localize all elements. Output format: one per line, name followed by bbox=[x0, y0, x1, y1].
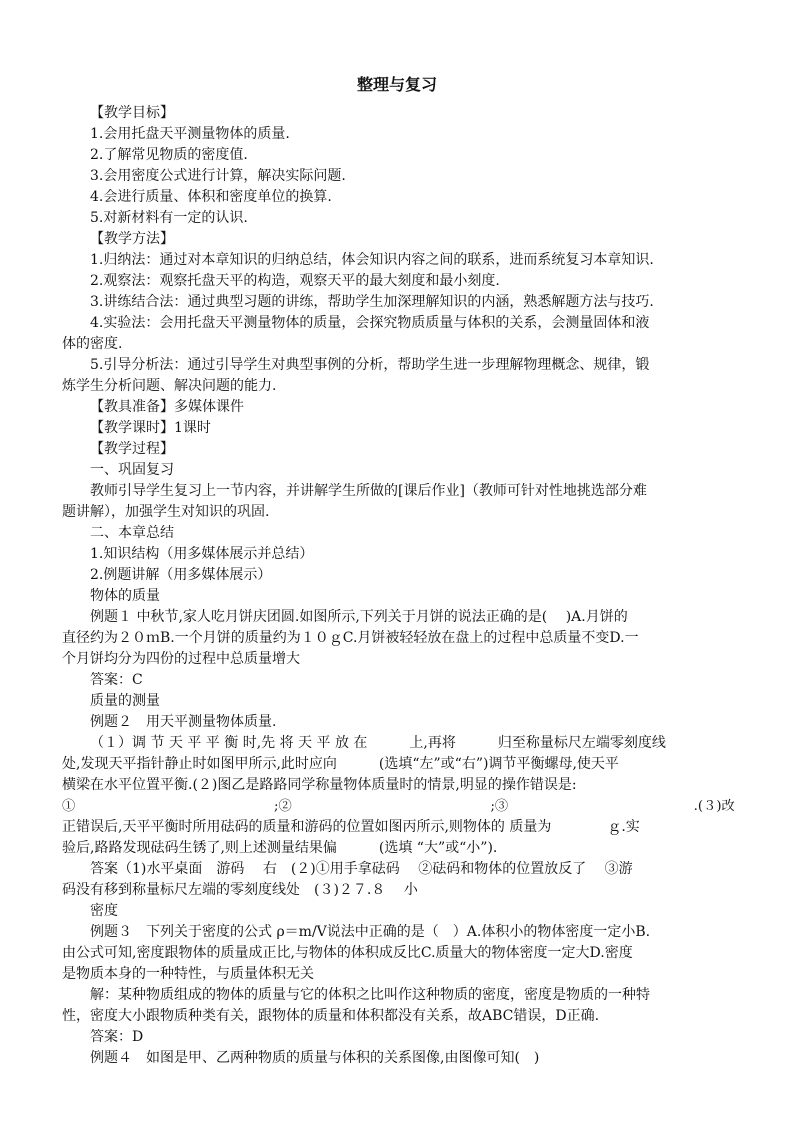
example-3-cont: 是物质本身的一种特性，与质量体积无关 bbox=[62, 966, 314, 982]
topic-heading: 物体的质量 bbox=[90, 588, 160, 604]
example-1-cont: 直径约为２０ｍB.一个月饼的质量约为１０ｇC.月饼被轻轻放在盘上的过程中总质量不变D.一 bbox=[62, 630, 639, 646]
example-4: 例题４ 如图是甲、乙两种物质的质量与体积的关系图像,由图像可知( ) bbox=[90, 1050, 540, 1066]
paragraph: 教师引导学生复习上一节内容，并讲解学生所做的[课后作业]（教师可针对性地挑选部分难 bbox=[90, 483, 647, 499]
section-review: 一、巩固复习 bbox=[90, 462, 174, 478]
example-2-body: 处,发现天平指针静止时如图甲所示,此时应向 (选填“左”或“右”)调节平衡螺母,使天平 bbox=[62, 756, 619, 772]
objective-item: 4.会进行质量、体积和密度单位的换算. bbox=[90, 189, 332, 205]
method-item-cont: 体的密度. bbox=[62, 336, 123, 352]
answer-2-cont: 码没有移到称量标尺左端的零刻度线处 (３)２７.８ 小 bbox=[62, 882, 418, 898]
solution-3-cont: 性，密度大小跟物质种类有关，跟物体的质量和体积都没有关系，故ABC错误，D正确. bbox=[62, 1008, 600, 1024]
objective-item: 2.了解常见物质的密度值. bbox=[90, 147, 248, 163]
example-2-body: 横梁在水平位置平衡.(２)图乙是路路同学称量物体质量时的情景,明显的操作错误是: bbox=[62, 777, 577, 793]
example-1: 例题１ 中秋节,家人吃月饼庆团圆.如图所示,下列关于月饼的说法正确的是( )A.月饼的 bbox=[90, 609, 628, 625]
solution-3: 解：某种物质组成的物体的质量与它的体积之比叫作这种物质的密度，密度是物质的一种特 bbox=[90, 987, 650, 1003]
objective-item: 3.会用密度公式进行计算，解决实际问题. bbox=[90, 168, 346, 184]
topic-heading: 质量的测量 bbox=[90, 693, 160, 709]
example-3-cont: 由公式可知,密度跟物体的质量成正比,与物体的体积成反比C.质量大的物体密度一定大D.密度 bbox=[62, 945, 633, 961]
example-2-body: ① ;② ;③ .(３)改 bbox=[62, 799, 735, 814]
heading-equipment: 【教具准备】多媒体课件 bbox=[90, 399, 244, 415]
answer-3: 答案：D bbox=[90, 1029, 144, 1045]
example-3: 例题３ 下列关于密度的公式 ρ＝m/V说法中正确的是（ ）A.体积小的物体密度一定小B. bbox=[90, 924, 651, 940]
answer-2: 答案（1)水平桌面 游码 右 (２)①用手拿砝码 ②砝码和物体的位置放反了 ③游 bbox=[90, 861, 633, 877]
heading-objectives: 【教学目标】 bbox=[90, 105, 174, 121]
topic-heading: 密度 bbox=[90, 903, 118, 919]
example-2-body: 验后,路路发现砝码生锈了,则上述测量结果偏 (选填 “大”或“小”). bbox=[62, 840, 498, 856]
example-1-cont: 个月饼均分为四份的过程中总质量增大 bbox=[62, 651, 300, 667]
paragraph-cont: 题讲解），加强学生对知识的巩固. bbox=[62, 504, 270, 520]
example-2-body: （１）调 节 天 平 平 衡 时,先 将 天 平 放 在 上,再将 归至称量标尺左端零刻度线 bbox=[90, 735, 666, 751]
objective-item: 5.对新材料有一定的认识. bbox=[90, 210, 248, 226]
section-summary: 二、本章总结 bbox=[90, 525, 174, 541]
paragraph: 1.知识结构（用多媒体展示并总结） bbox=[90, 546, 314, 562]
example-2: 例题２ 用天平测量物体质量. bbox=[90, 714, 277, 730]
objective-item: 1.会用托盘天平测量物体的质量. bbox=[90, 126, 290, 142]
heading-process: 【教学过程】 bbox=[90, 441, 174, 457]
method-item: 2.观察法：观察托盘天平的构造，观察天平的最大刻度和最小刻度. bbox=[90, 273, 500, 289]
method-item: 4.实验法：会用托盘天平测量物体的质量，会探究物质质量与体积的关系，会测量固体和液 bbox=[90, 315, 650, 331]
method-item: 5.引导分析法：通过引导学生对典型事例的分析，帮助学生进一步理解物理概念、规律，锻 bbox=[90, 357, 650, 373]
heading-methods: 【教学方法】 bbox=[90, 231, 174, 247]
example-2-body: 正错误后,天平平衡时所用砝码的质量和游码的位置如图丙所示,则物体的 质量为 ｇ.实 bbox=[62, 819, 640, 835]
method-item-cont: 炼学生分析问题、解决问题的能力. bbox=[62, 378, 277, 394]
document-title: 整理与复习 bbox=[356, 75, 437, 94]
answer-1: 答案：C bbox=[90, 672, 143, 688]
method-item: 3.讲练结合法：通过典型习题的讲练，帮助学生加深理解知识的内涵，熟悉解题方法与技巧. bbox=[90, 294, 654, 310]
method-item: 1.归纳法：通过对本章知识的归纳总结，体会知识内容之间的联系，进而系统复习本章知识. bbox=[90, 252, 654, 268]
heading-periods: 【教学课时】1课时 bbox=[90, 420, 211, 436]
paragraph: 2.例题讲解（用多媒体展示） bbox=[90, 567, 272, 583]
